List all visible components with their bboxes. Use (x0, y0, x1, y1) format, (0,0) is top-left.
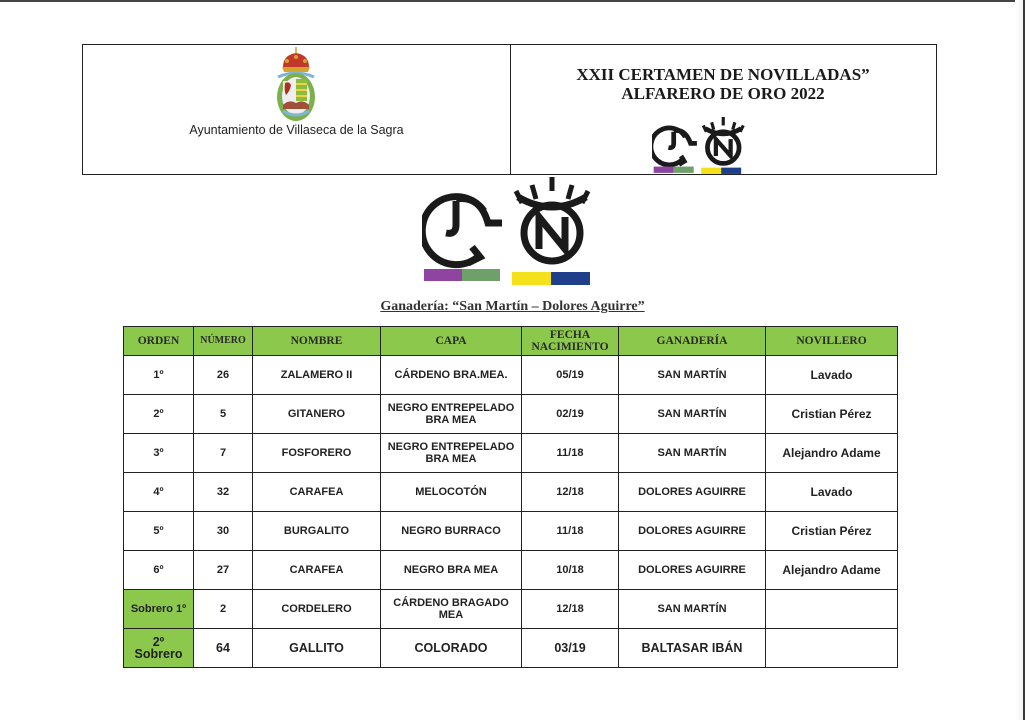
cell-fecha: 12/18 (522, 473, 619, 512)
cell-orden: 4º (124, 473, 194, 512)
cell-numero: 2 (194, 590, 253, 629)
cell-fecha: 10/18 (522, 551, 619, 590)
cell-fecha: 02/19 (522, 395, 619, 434)
col-header-ganaderia: GANADERÍA (619, 327, 766, 356)
event-title (510, 65, 936, 103)
cell-orden: Sobrero 1º (124, 590, 194, 629)
event-title-line1: XXII CERTAMEN DE NOVILLADAS” (576, 65, 870, 84)
header-right-cell (510, 45, 936, 174)
cell-orden-line1: 2º (152, 635, 165, 649)
cell-fecha: 12/18 (522, 590, 619, 629)
cell-novillero: Cristian Pérez (766, 512, 898, 551)
cell-nombre: CARAFEA (253, 551, 381, 590)
cell-novillero: Alejandro Adame (766, 551, 898, 590)
event-logo-small-icon (652, 117, 746, 175)
table-row (124, 551, 898, 590)
municipality-name: Ayuntamiento de Villaseca de la Sagra (189, 123, 404, 137)
cell-numero: 26 (194, 356, 253, 395)
cell-nombre: ZALAMERO II (253, 356, 381, 395)
cell-orden: 3º (124, 434, 194, 473)
cell-capa (381, 512, 522, 551)
col-header-orden: ORDEN (124, 327, 194, 356)
cell-capa-line1: CÁRDENO BRA.MEA. (394, 369, 508, 381)
cell-capa (381, 473, 522, 512)
cell-ganaderia: SAN MARTÍN (619, 434, 766, 473)
cell-capa-line2: BRA MEA (425, 414, 477, 426)
cell-capa-line2: MEA (438, 609, 464, 621)
cell-nombre: CARAFEA (253, 473, 381, 512)
table-header-row (124, 327, 898, 356)
col-header-capa: CAPA (381, 327, 522, 356)
cell-numero: 64 (194, 629, 253, 668)
cell-capa (381, 551, 522, 590)
cell-nombre: GITANERO (253, 395, 381, 434)
cell-nombre: GALLITO (253, 629, 381, 668)
cell-capa-line1: NEGRO ENTREPELADO (387, 441, 515, 453)
event-title-line2: ALFARERO DE ORO 2022 (621, 84, 825, 103)
cell-numero: 32 (194, 473, 253, 512)
cell-ganaderia: SAN MARTÍN (619, 356, 766, 395)
cell-capa (381, 590, 522, 629)
page-edge-shadow (1015, 0, 1023, 720)
cell-novillero: Lavado (766, 356, 898, 395)
cell-fecha: 11/18 (522, 512, 619, 551)
table-row (124, 434, 898, 473)
cell-nombre: FOSFORERO (253, 434, 381, 473)
cell-orden: 2º (124, 395, 194, 434)
cell-capa-line1: NEGRO ENTREPELADO (387, 402, 515, 414)
cell-nombre: BURGALITO (253, 512, 381, 551)
cell-capa-line2: BRA MEA (425, 453, 477, 465)
cell-novillero (766, 629, 898, 668)
municipal-crest-icon (273, 47, 319, 125)
cell-capa (381, 395, 522, 434)
cell-novillero: Lavado (766, 473, 898, 512)
cell-numero: 5 (194, 395, 253, 434)
cell-ganaderia: SAN MARTÍN (619, 395, 766, 434)
cell-novillero: Alejandro Adame (766, 434, 898, 473)
cell-orden: 1º (124, 356, 194, 395)
cell-fecha: 05/19 (522, 356, 619, 395)
table-row (124, 395, 898, 434)
col-header-nombre: NOMBRE (253, 327, 381, 356)
cell-orden: 5º (124, 512, 194, 551)
cell-numero: 30 (194, 512, 253, 551)
cell-capa (381, 629, 522, 668)
cell-orden (124, 629, 194, 668)
cell-ganaderia: BALTASAR IBÁN (619, 629, 766, 668)
cell-capa-line1: NEGRO BURRACO (401, 525, 501, 537)
ganaderia-heading (0, 299, 1025, 315)
header-left-cell (83, 45, 511, 174)
table-row (124, 590, 898, 629)
cell-nombre: CORDELERO (253, 590, 381, 629)
table-row (124, 473, 898, 512)
col-header-fecha-line1: FECHA (549, 329, 591, 341)
cell-capa (381, 434, 522, 473)
cell-novillero: Cristian Pérez (766, 395, 898, 434)
cell-ganaderia: SAN MARTÍN (619, 590, 766, 629)
table-row (124, 629, 898, 668)
col-header-novillero: NOVILLERO (766, 327, 898, 356)
cell-capa-line1: NEGRO BRA MEA (403, 564, 499, 576)
cell-orden-line2: Sobrero (134, 647, 183, 661)
cell-capa-line1: MELOCOTÓN (415, 486, 487, 498)
cell-numero: 27 (194, 551, 253, 590)
cell-orden: 6º (124, 551, 194, 590)
cell-numero: 7 (194, 434, 253, 473)
cell-capa-line1: CÁRDENO BRAGADO (393, 597, 509, 609)
event-logo-icon (422, 177, 594, 287)
page-top-border (0, 0, 1025, 2)
col-header-fecha-line2: NACIMIENTO (531, 341, 609, 353)
cell-fecha: 11/18 (522, 434, 619, 473)
col-header-fecha (522, 327, 619, 356)
document-header (82, 44, 937, 175)
bulls-table (123, 326, 898, 668)
ganaderia-title: Ganadería: “San Martín – Dolores Aguirre” (380, 299, 645, 314)
cell-ganaderia: DOLORES AGUIRRE (619, 512, 766, 551)
cell-ganaderia: DOLORES AGUIRRE (619, 551, 766, 590)
cell-novillero (766, 590, 898, 629)
table-row (124, 356, 898, 395)
cell-capa (381, 356, 522, 395)
cell-fecha: 03/19 (522, 629, 619, 668)
table-row (124, 512, 898, 551)
cell-capa-line1: COLORADO (414, 641, 488, 655)
col-header-numero: NÚMERO (194, 327, 253, 356)
cell-ganaderia: DOLORES AGUIRRE (619, 473, 766, 512)
